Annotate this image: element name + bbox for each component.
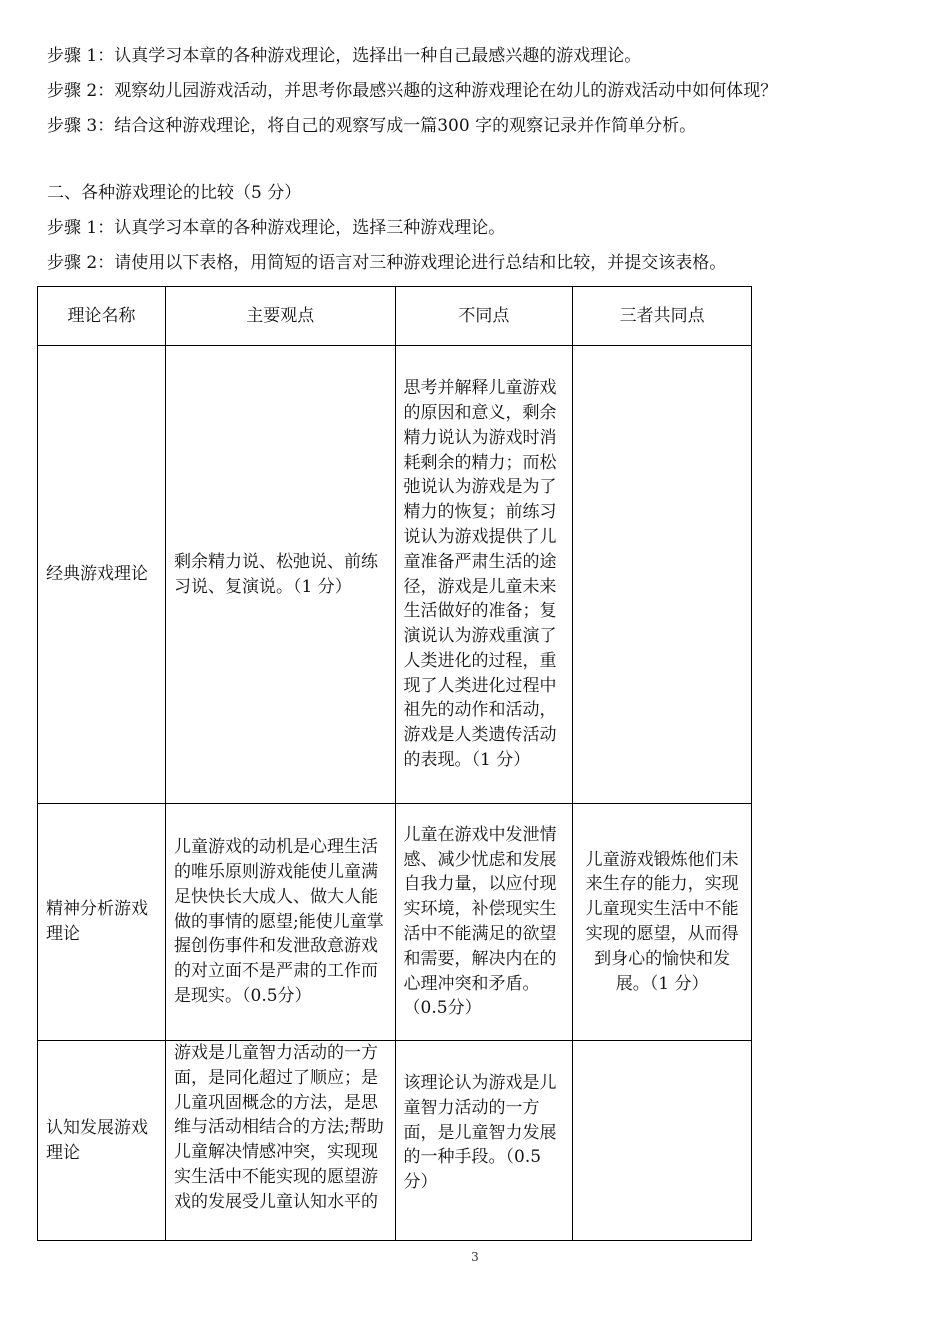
common-points-cell <box>573 1041 752 1241</box>
header-main-points: 主要观点 <box>166 287 396 346</box>
main-points-cell: 剩余精力说、松弛说、前练习说、复演说。（1 分） <box>166 346 396 804</box>
table-row <box>38 346 752 804</box>
section-title: 二、各种游戏理论的比较（5 分） <box>47 183 302 203</box>
main-points-cell: 游戏是儿童智力活动的一方面，是同化超过了顺应；是儿童巩固概念的方法，是思维与活动相结合的方法;帮助儿童解决情感冲突，实现现实生活中不能实现的愿望游戏的发展受儿童认知水平的 <box>166 1041 396 1241</box>
header-differences: 不同点 <box>395 287 573 346</box>
section-step-1: 步骤 1：认真学习本章的各种游戏理论，选择三种游戏理论。 <box>47 218 506 238</box>
intro-step-2: 步骤 2：观察幼儿园游戏活动，并思考你最感兴趣的这种游戏理论在幼儿的游戏活动中如何体现？ <box>47 81 778 101</box>
comparison-table <box>37 286 752 1241</box>
section-step-2: 步骤 2：请使用以下表格，用简短的语言对三种游戏理论进行总结和比较，并提交该表格。 <box>47 253 727 273</box>
differences-cell: 思考并解释儿童游戏的原因和意义，剩余精力说认为游戏时消耗剩余的精力；而松弛说认为游戏是为了精力的恢复；前练习说认为游戏提供了儿童准备严肃生活的途径，游戏是儿童未来生活做好的准备；复演说认为游戏重演了人类进化的过程，重现了人类进化过程中祖先的动作和活动，游戏是人类遗传活动的表现。（1 分） <box>395 346 573 804</box>
theory-name-cell: 认知发展游戏理论 <box>38 1041 166 1241</box>
main-points-cell: 儿童游戏的动机是心理生活的唯乐原则游戏能使儿童满足快快长大成人、做大人能做的事情的愿望;能使儿童掌握创伤事件和发泄敌意游戏的对立面不是严肃的工作而是现实。（0.5分） <box>166 804 396 1041</box>
header-common-points: 三者共同点 <box>573 287 752 346</box>
theory-name-cell: 精神分析游戏理论 <box>38 804 166 1041</box>
page-number: 3 <box>471 1250 479 1264</box>
intro-step-1: 步骤 1：认真学习本章的各种游戏理论，选择出一种自己最感兴趣的游戏理论。 <box>47 46 642 66</box>
table-header-row <box>38 287 752 346</box>
table-row <box>38 1041 752 1241</box>
differences-cell: 儿童在游戏中发泄情感、减少忧虑和发展自我力量，以应付现实环境，补偿现实生活中不能满足的欲望和需要，解决内在的心理冲突和矛盾。（0.5分） <box>395 804 573 1041</box>
differences-cell: 该理论认为游戏是儿童智力活动的一方面，是儿童智力发展的一种手段。（0.5分） <box>395 1041 573 1241</box>
intro-step-3: 步骤 3：结合这种游戏理论，将自己的观察写成一篇300 字的观察记录并作简单分析。 <box>47 116 697 136</box>
common-points-cell: 儿童游戏锻炼他们未来生存的能力，实现儿童现实生活中不能实现的愿望，从而得到身心的愉快和发展。（1 分） <box>573 804 752 1041</box>
theory-name-cell: 经典游戏理论 <box>38 346 166 804</box>
common-points-cell <box>573 346 752 804</box>
header-theory-name: 理论名称 <box>38 287 166 346</box>
table-row <box>38 804 752 1041</box>
